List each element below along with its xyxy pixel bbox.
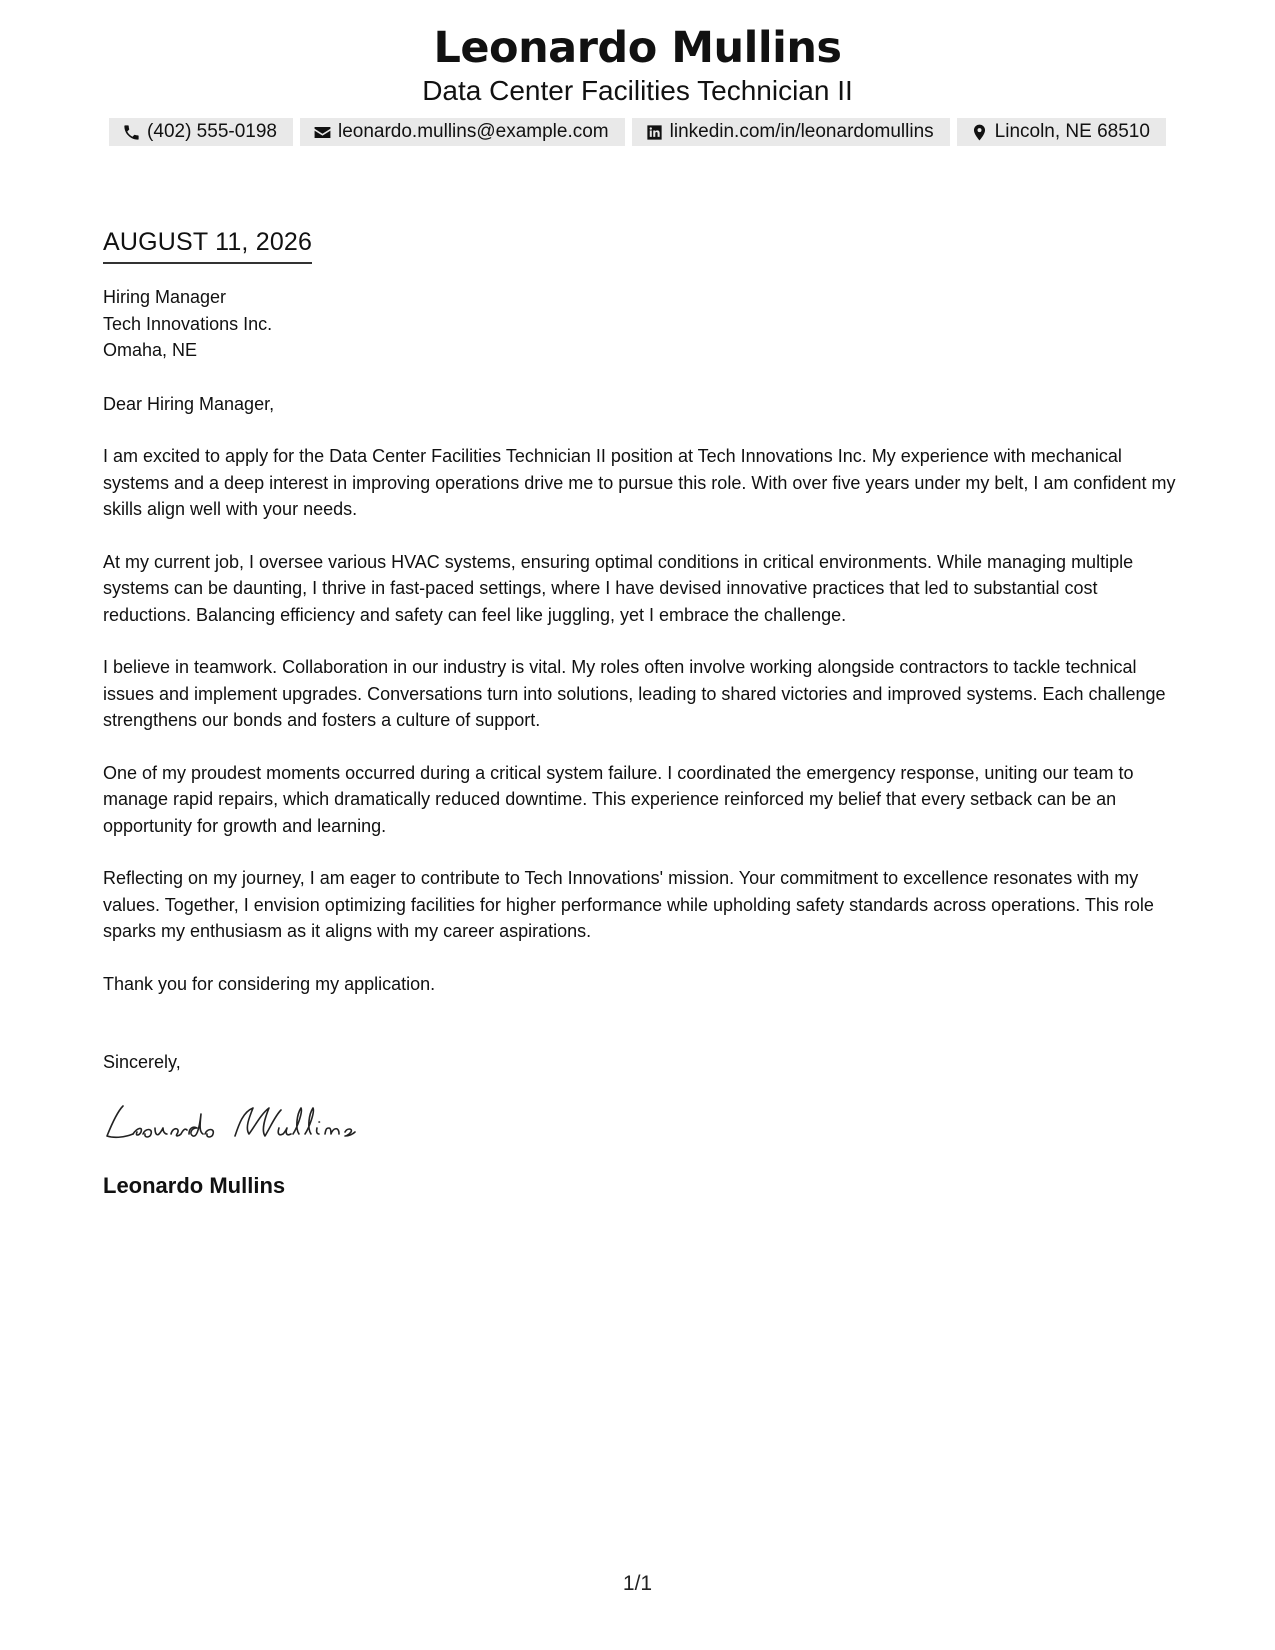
letter-body bbox=[103, 225, 1178, 1200]
email-text: leonardo.mullins@example.com bbox=[337, 121, 609, 142]
page-number: 1/1 bbox=[622, 1572, 653, 1595]
map-pin-icon bbox=[970, 123, 989, 142]
contact-linkedin[interactable] bbox=[632, 118, 950, 146]
paragraph-2: At my current job, I oversee various HVAC systems, ensuring optimal conditions in critical environments. While managing multiple systems can be daunting, I thrive in fast-paced settings, where I have devised innovative practices that led to substantial cost reductions. Balancing efficiency and safety can feel like juggling, yet I embrace the challenge. bbox=[103, 551, 1134, 625]
paragraph-6: Thank you for considering my application. bbox=[103, 973, 436, 994]
handwritten-signature bbox=[103, 1098, 1178, 1148]
phone-text: (402) 555-0198 bbox=[147, 121, 277, 142]
paragraph-3: I believe in teamwork. Collaboration in our industry is vital. My roles often involve working alongside contractors to tackle technical issues and implement upgrades. Conversations turn into solutions, leading to shared victories and improved systems. Each challenge strengthens our bonds and fosters a culture of support. bbox=[103, 657, 1166, 730]
recipient-company: Tech Innovations Inc. bbox=[103, 313, 273, 334]
signer-name: Leonardo Mullins bbox=[103, 1172, 286, 1198]
linkedin-text: linkedin.com/in/leonardomullins bbox=[669, 121, 934, 142]
paragraph-1: I am excited to apply for the Data Center Facilities Technician II position at Tech Innovations Inc. My experience with mechanical systems and a deep interest in improving operations drive me to pursue this role. With over five years under my belt, I am confident my skills align well with your needs. bbox=[103, 446, 1176, 519]
envelope-icon bbox=[313, 123, 332, 142]
recipient-location: Omaha, NE bbox=[103, 340, 198, 360]
phone-icon bbox=[122, 123, 141, 142]
linkedin-icon bbox=[645, 123, 664, 142]
letter-date: AUGUST 11, 2026 bbox=[103, 225, 312, 264]
paragraph-5: Reflecting on my journey, I am eager to contribute to Tech Innovations' mission. Your commitment to excellence resonates with my values. Together, I envision optimizing facilities for higher performance while upholding safety standards across operations. This role sparks my enthusiasm as it aligns with my career aspirations. bbox=[103, 868, 1154, 941]
recipient-block bbox=[103, 284, 1178, 364]
job-title: Data Center Facilities Technician II bbox=[422, 75, 853, 106]
closing: Sincerely, bbox=[103, 1052, 181, 1072]
paragraph-4: One of my proudest moments occurred during a critical system failure. I coordinated the emergency response, uniting our team to manage rapid repairs, which dramatically reduced downtime. This experience reinforced my belief that every setback can be an opportunity for growth and learning. bbox=[103, 762, 1134, 836]
contact-location[interactable] bbox=[957, 118, 1166, 146]
contact-email[interactable] bbox=[300, 118, 625, 146]
location-text: Lincoln, NE 68510 bbox=[994, 121, 1150, 142]
contact-bar bbox=[0, 118, 1275, 146]
applicant-name: Leonardo Mullins bbox=[433, 23, 842, 73]
recipient-title: Hiring Manager bbox=[103, 287, 227, 307]
letter-header bbox=[0, 22, 1275, 146]
salutation: Dear Hiring Manager, bbox=[103, 393, 275, 414]
contact-phone[interactable] bbox=[109, 118, 293, 146]
